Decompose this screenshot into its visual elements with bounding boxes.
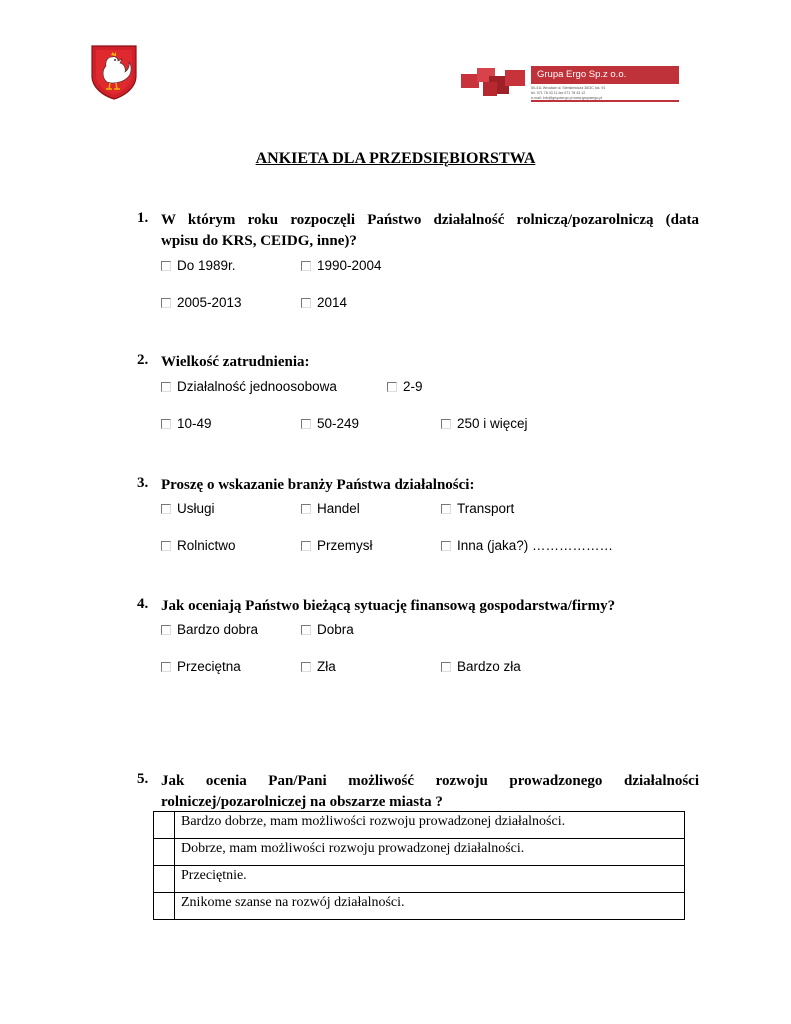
q4-option-bardzo-dobra[interactable] <box>161 622 258 637</box>
q4-option-zla[interactable] <box>301 659 336 674</box>
option-label: Działalność jednoosobowa <box>177 379 337 394</box>
answer-mark-cell[interactable] <box>154 839 175 866</box>
checkbox-icon[interactable] <box>161 541 171 551</box>
option-label: Przeciętna <box>177 659 241 674</box>
company-phone: tel. 071 78 43 11 fax 071 78 43 12 <box>531 91 586 95</box>
checkbox-icon[interactable] <box>301 625 311 635</box>
answer-text: Znikome szanse na rozwój działalności. <box>175 893 685 920</box>
question-5-line-2: rolniczej/pozarolniczej na obszarze miasta ? <box>161 794 443 810</box>
question-5-line-1: Jak ocenia Pan/Pani możliwość rozwoju prowadzonego działalności <box>161 773 699 789</box>
question-3-text: Proszę o wskazanie branży Państwa działalności: <box>161 477 475 493</box>
q1-option-do-1989[interactable] <box>161 258 236 273</box>
question-2-number: 2. <box>137 352 149 368</box>
option-label: 10-49 <box>177 416 212 431</box>
option-label: Inna (jaka?) ……………… <box>457 538 614 553</box>
question-4-text: Jak oceniają Państwo bieżącą sytuację finansową gospodarstwa/firmy? <box>161 598 616 614</box>
company-address: 50-411 Wrocław ul. Sienkiewicza 38/3C lok. 91 <box>531 86 606 90</box>
q4-option-dobra[interactable] <box>301 622 354 637</box>
q3-option-przemysl[interactable] <box>301 538 373 553</box>
option-label: Zła <box>317 659 336 674</box>
checkbox-icon[interactable] <box>441 662 451 672</box>
company-name-banner: Grupa Ergo Sp.z o.o. <box>531 66 679 84</box>
checkbox-icon[interactable] <box>161 298 171 308</box>
q2-option-250-plus[interactable] <box>441 416 528 431</box>
q3-option-inna[interactable] <box>441 538 613 553</box>
company-email: e-mail: info@grupaergo.pl www.grupaergo.pl <box>531 96 603 100</box>
question-3-number: 3. <box>137 475 149 491</box>
table-row <box>154 866 685 893</box>
table-row <box>154 839 685 866</box>
option-label: 2005-2013 <box>177 295 242 310</box>
q1-option-1990-2004[interactable] <box>301 258 382 273</box>
option-label: 50-249 <box>317 416 360 431</box>
answer-text: Dobrze, mam możliwości rozwoju prowadzonej działalności. <box>175 839 685 866</box>
option-label: Rolnictwo <box>177 538 236 553</box>
checkbox-icon[interactable] <box>161 625 171 635</box>
checkbox-icon[interactable] <box>301 662 311 672</box>
checkbox-icon[interactable] <box>161 504 171 514</box>
q2-option-2-9[interactable] <box>387 379 423 394</box>
option-label: 2-9 <box>403 379 423 394</box>
answer-mark-cell[interactable] <box>154 866 175 893</box>
q2-option-jednoosobowa[interactable] <box>161 379 337 394</box>
document-title: ANKIETA DLA PRZEDSIĘBIORSTWA <box>255 150 536 167</box>
question-5-number: 5. <box>137 771 149 787</box>
answer-text: Przeciętnie. <box>175 866 685 893</box>
checkbox-icon[interactable] <box>301 298 311 308</box>
q3-option-uslugi[interactable] <box>161 501 215 516</box>
company-cubes-icon <box>459 64 529 100</box>
q2-option-10-49[interactable] <box>161 416 212 431</box>
q1-option-2005-2013[interactable] <box>161 295 242 310</box>
company-logo <box>459 64 681 104</box>
q4-option-bardzo-zla[interactable] <box>441 659 521 674</box>
option-label: 2014 <box>317 295 348 310</box>
option-label: Dobra <box>317 622 354 637</box>
checkbox-icon[interactable] <box>301 541 311 551</box>
checkbox-icon[interactable] <box>161 382 171 392</box>
company-rule <box>531 100 679 102</box>
checkbox-icon[interactable] <box>301 419 311 429</box>
q3-option-handel[interactable] <box>301 501 360 516</box>
checkbox-icon[interactable] <box>441 541 451 551</box>
q1-option-2014[interactable] <box>301 295 347 310</box>
option-label: Do 1989r. <box>177 258 236 273</box>
question-1-number: 1. <box>137 210 149 226</box>
q3-option-transport[interactable] <box>441 501 514 516</box>
question-1-line-2: wpisu do KRS, CEIDG, inne)? <box>161 233 357 249</box>
checkbox-icon[interactable] <box>161 662 171 672</box>
question-2-text: Wielkość zatrudnienia: <box>161 354 310 370</box>
question-5-answer-table <box>153 811 685 920</box>
answer-mark-cell[interactable] <box>154 812 175 839</box>
checkbox-icon[interactable] <box>161 419 171 429</box>
option-label: Bardzo zła <box>457 659 521 674</box>
table-row <box>154 893 685 920</box>
option-label: 1990-2004 <box>317 258 382 273</box>
option-label: Transport <box>457 501 515 516</box>
option-label: Przemysł <box>317 538 373 553</box>
checkbox-icon[interactable] <box>441 419 451 429</box>
table-row <box>154 812 685 839</box>
checkbox-icon[interactable] <box>301 261 311 271</box>
q2-option-50-249[interactable] <box>301 416 359 431</box>
checkbox-icon[interactable] <box>301 504 311 514</box>
checkbox-icon[interactable] <box>161 261 171 271</box>
answer-text: Bardzo dobrze, mam możliwości rozwoju prowadzonej działalności. <box>175 812 685 839</box>
answer-mark-cell[interactable] <box>154 893 175 920</box>
option-label: Handel <box>317 501 360 516</box>
question-4-number: 4. <box>137 596 149 612</box>
question-1-line-1: W którym roku rozpoczęli Państwo działalność rolniczą/pozarolniczą (data <box>161 212 699 228</box>
option-label: 250 i więcej <box>457 416 528 431</box>
option-label: Usługi <box>177 501 215 516</box>
checkbox-icon[interactable] <box>387 382 397 392</box>
city-coat-of-arms-logo <box>90 44 138 100</box>
option-label: Bardzo dobra <box>177 622 259 637</box>
q4-option-przecietna[interactable] <box>161 659 241 674</box>
q3-option-rolnictwo[interactable] <box>161 538 236 553</box>
checkbox-icon[interactable] <box>441 504 451 514</box>
